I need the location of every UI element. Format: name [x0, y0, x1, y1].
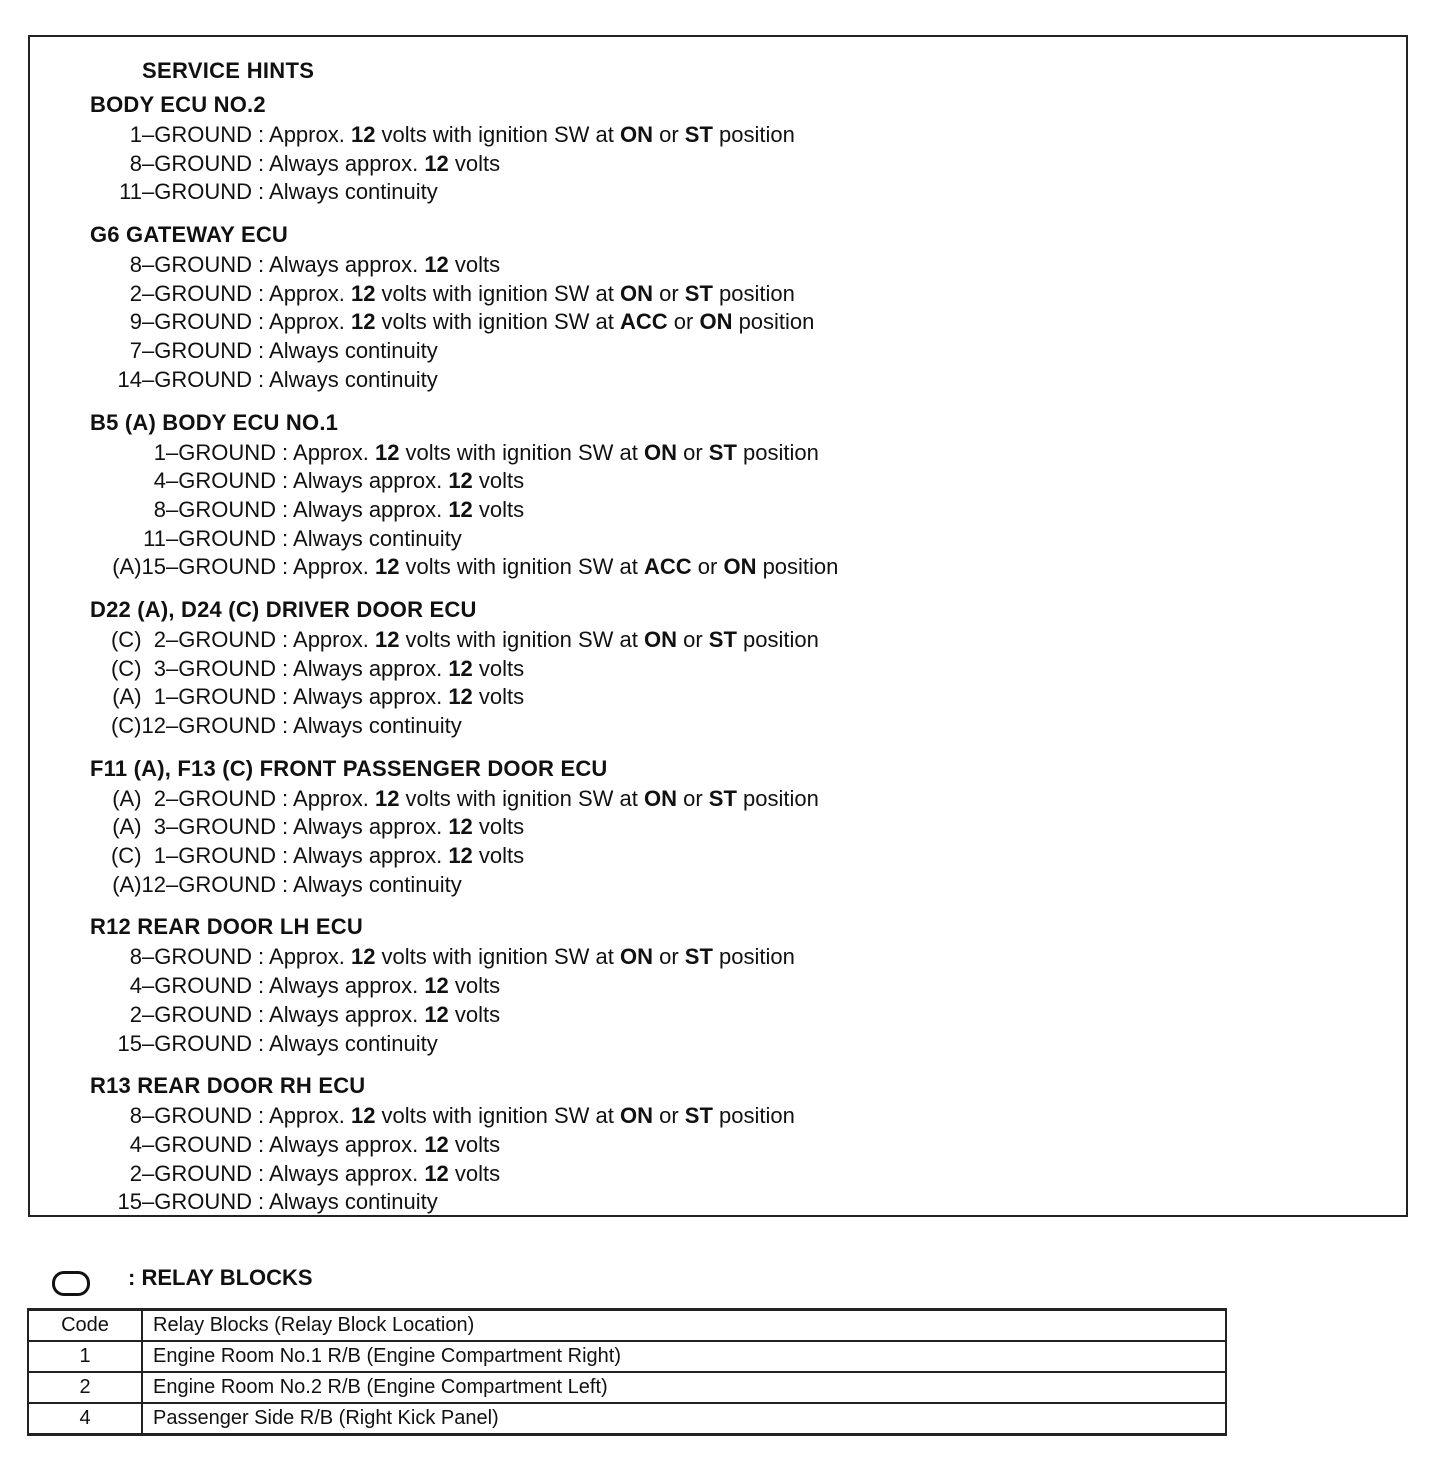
relay-code-cell: 2 [28, 1372, 142, 1403]
separator: : [258, 1189, 270, 1215]
terminal-label: (A)12–GROUND [112, 871, 276, 897]
hint-text: Approx. [269, 280, 351, 306]
emphasis-value: 12 [448, 814, 473, 840]
separator: : [282, 684, 294, 710]
hint-row [90, 121, 1420, 150]
hint-text: Always approx. [269, 1131, 425, 1157]
separator: : [258, 309, 270, 335]
hint-row [90, 251, 1420, 280]
relay-blocks-legend [52, 1262, 313, 1294]
hint-row [90, 150, 1420, 179]
hint-text: Always approx. [293, 684, 449, 710]
hint-text: Approx. [269, 309, 351, 335]
hint-text: volts [472, 684, 525, 710]
hint-row [90, 813, 1420, 842]
relay-code-cell: 4 [28, 1403, 142, 1435]
service-hints-title: SERVICE HINTS [120, 56, 336, 86]
section-gap [90, 741, 1420, 753]
relay-location-cell: Engine Room No.1 R/B (Engine Compartment Right) [142, 1341, 1226, 1372]
hint-text: volts [472, 655, 525, 681]
hint-text: volts [472, 814, 525, 840]
hint-row [90, 1102, 1420, 1131]
hint-text: position [736, 626, 819, 652]
hint-text: volts with ignition SW at [375, 122, 620, 147]
hint-text: Approx. [269, 944, 351, 970]
separator: : [282, 814, 294, 840]
hint-text: volts [472, 843, 525, 869]
separator: : [258, 280, 270, 306]
section-gap [90, 899, 1420, 911]
separator: : [258, 122, 270, 147]
separator: : [282, 468, 294, 494]
separator: : [258, 1030, 270, 1056]
hint-text: or [652, 280, 685, 306]
separator: : [282, 626, 294, 652]
hint-text: Always continuity [269, 366, 438, 392]
terminal-label: (A)15–GROUND [112, 554, 276, 580]
hint-text: position [712, 944, 795, 970]
terminal-label: 4–GROUND [129, 1131, 252, 1157]
hint-text: volts with ignition SW at [375, 1103, 620, 1129]
hint-text: Always continuity [269, 338, 438, 364]
emphasis-value: 12 [350, 1103, 376, 1129]
hint-text: or [652, 944, 685, 970]
separator: : [282, 496, 294, 522]
emphasis-value: ST [684, 944, 713, 970]
emphasis-value: 12 [424, 973, 449, 999]
hint-row [90, 439, 1420, 468]
hint-row [90, 467, 1420, 496]
separator: : [282, 655, 294, 681]
emphasis-value: ACC [643, 554, 692, 580]
separator: : [282, 871, 294, 897]
emphasis-value: 12 [350, 309, 376, 335]
emphasis-value: ON [723, 554, 757, 580]
terminal-label: 2–GROUND [129, 280, 252, 306]
location-column-header: Relay Blocks (Relay Block Location) [142, 1310, 1226, 1342]
separator: : [282, 525, 294, 551]
hint-text: Always approx. [269, 150, 425, 176]
relay-blocks-table [27, 1308, 1227, 1436]
hint-text: Always continuity [293, 871, 462, 897]
service-hints-box [28, 35, 1408, 1217]
terminal-label: (C) 3–GROUND [110, 655, 276, 681]
table-row [28, 1341, 1226, 1372]
section-gap [90, 207, 1420, 219]
hint-row [90, 972, 1420, 1001]
terminal-label: 1–GROUND [153, 439, 276, 465]
hint-text: or [667, 309, 700, 335]
section-title: BODY ECU NO.2 [90, 92, 266, 117]
emphasis-value: ST [684, 122, 713, 147]
terminal-label: 4–GROUND [129, 973, 252, 999]
hint-text: volts [448, 1131, 501, 1157]
hint-text: volts with ignition SW at [399, 554, 644, 580]
emphasis-value: 12 [350, 280, 376, 306]
terminal-label: (A) 2–GROUND [112, 785, 276, 811]
section-title: G6 GATEWAY ECU [90, 222, 288, 248]
emphasis-value: ON [619, 1103, 653, 1129]
separator: : [258, 1160, 270, 1186]
emphasis-value: 12 [374, 626, 400, 652]
separator: : [282, 439, 294, 465]
terminal-label: 11–GROUND [119, 179, 252, 205]
table-row [28, 1372, 1226, 1403]
terminal-label: 8–GROUND [129, 1103, 252, 1129]
terminal-label: 15–GROUND [117, 1030, 252, 1056]
emphasis-value: ST [684, 280, 713, 306]
hint-text: Approx. [293, 554, 375, 580]
section-title: F11 (A), F13 (C) FRONT PASSENGER DOOR ECU [90, 755, 608, 781]
relay-code-cell: 1 [28, 1341, 142, 1372]
emphasis-value: ACC [619, 309, 668, 335]
section-gap [90, 1058, 1420, 1070]
relay-table-body [28, 1341, 1226, 1435]
emphasis-value: 12 [424, 1160, 449, 1186]
section-title: D22 (A), D24 (C) DRIVER DOOR ECU [90, 596, 477, 622]
hint-text: position [756, 554, 839, 580]
terminal-label: (C) 2–GROUND [110, 626, 276, 652]
hint-text: Always approx. [269, 1001, 425, 1027]
separator: : [282, 713, 294, 738]
terminal-label: 4–GROUND [153, 468, 276, 494]
hint-text: position [732, 309, 815, 335]
hint-text: Always approx. [269, 252, 425, 278]
hint-row [90, 943, 1420, 972]
emphasis-value: 12 [374, 439, 400, 465]
hint-row [90, 366, 1420, 395]
hint-row [90, 308, 1420, 337]
hint-row [90, 655, 1420, 684]
terminal-label: 8–GROUND [129, 150, 252, 176]
terminal-label: (C)12–GROUND [110, 713, 276, 738]
hint-text: Always approx. [293, 468, 449, 494]
separator: : [258, 366, 270, 392]
emphasis-value: 12 [374, 785, 400, 811]
relay-location-cell: Engine Room No.2 R/B (Engine Compartment Left) [142, 1372, 1226, 1403]
emphasis-value: ST [708, 785, 737, 811]
separator: : [282, 785, 294, 811]
terminal-label: 1–GROUND [129, 122, 252, 147]
section-title: B5 (A) BODY ECU NO.1 [90, 409, 339, 435]
emphasis-value: ON [619, 944, 653, 970]
terminal-label: (A) 3–GROUND [112, 814, 276, 840]
terminal-label: 2–GROUND [129, 1001, 252, 1027]
emphasis-value: 12 [424, 1131, 449, 1157]
hint-text: Always continuity [269, 1030, 438, 1056]
emphasis-value: 12 [448, 496, 473, 522]
emphasis-value: 12 [448, 843, 473, 869]
table-row [28, 1403, 1226, 1435]
hint-text: volts with ignition SW at [375, 280, 620, 306]
hint-row [90, 712, 1420, 741]
hint-text: Always approx. [269, 1160, 425, 1186]
emphasis-value: ST [684, 1103, 713, 1129]
emphasis-value: ST [708, 626, 737, 652]
hint-text: volts with ignition SW at [375, 309, 620, 335]
hint-row [90, 1001, 1420, 1030]
emphasis-value: 12 [448, 468, 473, 494]
emphasis-value: ON [643, 626, 677, 652]
emphasis-value: 12 [350, 122, 376, 147]
hint-text: volts [448, 973, 501, 999]
hint-row [90, 1160, 1420, 1189]
separator: : [258, 179, 270, 205]
separator: : [258, 252, 270, 278]
emphasis-value: ON [699, 309, 733, 335]
hint-row [90, 785, 1420, 814]
hint-text: Always approx. [293, 843, 449, 869]
emphasis-value: 12 [448, 684, 473, 710]
hint-row [90, 280, 1420, 309]
hint-text: position [712, 1103, 795, 1129]
hint-text: volts [448, 252, 501, 278]
hint-text: position [736, 439, 819, 465]
rounded-rectangle-icon [52, 1271, 90, 1296]
emphasis-value: ST [708, 439, 737, 465]
hint-text: or [676, 626, 709, 652]
hint-row [90, 553, 1420, 582]
emphasis-value: 12 [424, 150, 449, 176]
terminal-label: 9–GROUND [129, 309, 252, 335]
hint-text: Always approx. [293, 814, 449, 840]
section-title: R12 REAR DOOR LH ECU [90, 914, 363, 940]
hint-text: volts [472, 496, 525, 522]
terminal-label: 7–GROUND [129, 338, 252, 364]
separator: : [258, 338, 270, 364]
section-gap [90, 395, 1420, 407]
hint-text: or [652, 1103, 685, 1129]
separator: : [258, 1103, 270, 1129]
hint-text: position [712, 122, 795, 147]
terminal-label: (A) 1–GROUND [112, 684, 276, 710]
emphasis-value: 12 [374, 554, 400, 580]
hint-text: Always continuity [293, 525, 462, 551]
service-hints-content [90, 89, 1420, 1217]
hint-text: volts [472, 468, 525, 494]
hint-row [90, 525, 1420, 554]
hint-row [90, 842, 1420, 871]
hint-text: volts [448, 1001, 501, 1027]
terminal-label: 8–GROUND [153, 496, 276, 522]
terminal-label: 11–GROUND [143, 525, 276, 551]
hint-text: Always continuity [269, 179, 438, 205]
hint-text: Always approx. [269, 973, 425, 999]
separator: : [282, 843, 294, 869]
terminal-label: 8–GROUND [129, 252, 252, 278]
emphasis-value: 12 [448, 655, 473, 681]
emphasis-value: ON [619, 280, 653, 306]
hint-text: Always continuity [269, 1189, 438, 1215]
hint-text: or [676, 785, 709, 811]
hint-text: volts with ignition SW at [399, 626, 644, 652]
table-header-row [28, 1310, 1226, 1342]
hint-text: position [712, 280, 795, 306]
hint-row [90, 683, 1420, 712]
hint-text: volts with ignition SW at [399, 785, 644, 811]
hint-text: Approx. [269, 1103, 351, 1129]
hint-row [90, 1188, 1420, 1217]
hint-text: position [736, 785, 819, 811]
emphasis-value: 12 [350, 944, 376, 970]
hint-text: or [676, 439, 709, 465]
hint-text: Always continuity [293, 713, 462, 738]
hint-text: volts [448, 1160, 501, 1186]
separator: : [258, 973, 270, 999]
emphasis-value: 12 [424, 252, 449, 278]
hint-text: Approx. [293, 785, 375, 811]
hint-text: Approx. [269, 122, 351, 147]
hint-text: volts with ignition SW at [375, 944, 620, 970]
section-title: R13 REAR DOOR RH ECU [90, 1073, 366, 1099]
separator: : [258, 944, 270, 970]
hint-row [90, 337, 1420, 366]
hint-text: Always approx. [293, 655, 449, 681]
emphasis-value: 12 [424, 1001, 449, 1027]
emphasis-value: ON [643, 439, 677, 465]
hint-text: or [652, 122, 685, 147]
emphasis-value: ON [619, 122, 653, 147]
terminal-label: 14–GROUND [117, 366, 252, 392]
section-gap [90, 582, 1420, 594]
terminal-label: 8–GROUND [129, 944, 252, 970]
hint-row [90, 871, 1420, 900]
hint-row [90, 178, 1420, 207]
hint-text: Always approx. [293, 496, 449, 522]
terminal-label: (C) 1–GROUND [110, 843, 276, 869]
hint-text: volts with ignition SW at [399, 439, 644, 465]
separator: : [258, 1001, 270, 1027]
hint-row [90, 496, 1420, 525]
hint-text: Approx. [293, 439, 375, 465]
relay-blocks-label: : RELAY BLOCKS [128, 1265, 313, 1290]
emphasis-value: ON [643, 785, 677, 811]
separator: : [258, 1131, 270, 1157]
hint-text: Approx. [293, 626, 375, 652]
relay-location-cell: Passenger Side R/B (Right Kick Panel) [142, 1403, 1226, 1435]
separator: : [258, 150, 270, 176]
hint-text: volts [448, 150, 501, 176]
code-column-header: Code [28, 1310, 142, 1342]
hint-row [90, 1131, 1420, 1160]
hint-text: or [691, 554, 724, 580]
terminal-label: 15–GROUND [117, 1189, 252, 1215]
separator: : [282, 554, 294, 580]
hint-row [90, 626, 1420, 655]
hint-row [90, 1030, 1420, 1059]
terminal-label: 2–GROUND [129, 1160, 252, 1186]
